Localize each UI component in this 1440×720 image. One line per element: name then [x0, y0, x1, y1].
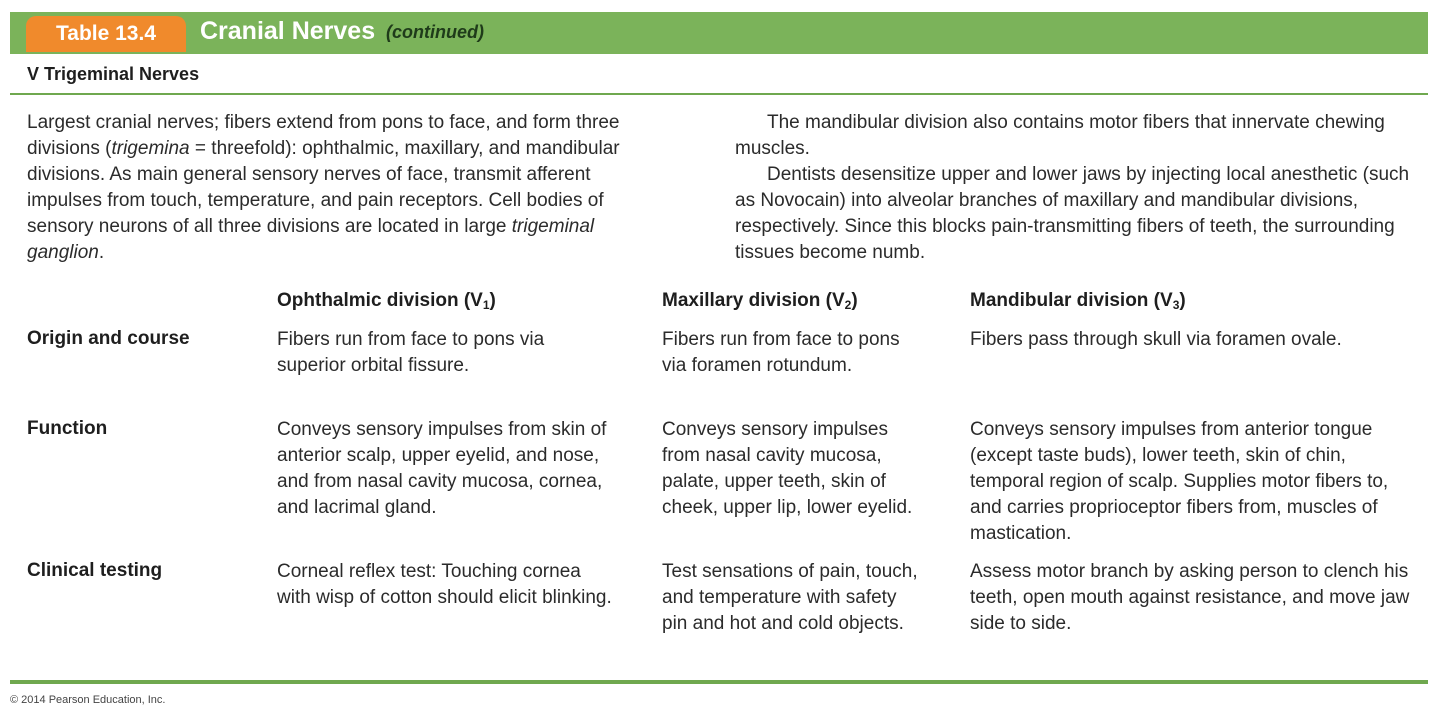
- table-title: Cranial Nerves: [200, 17, 376, 45]
- table-subtitle: (continued): [386, 22, 484, 42]
- table-cell: Fibers run from face to pons via superior orbital fissure.: [277, 329, 545, 376]
- copyright-notice: © 2014 Pearson Education, Inc.: [10, 694, 166, 706]
- table-cell: Conveys sensory impulses from anterior tongue (except taste buds), lower teeth, skin of chin, temporal region of scalp. Supplies motor fibers to, and carries proprioceptor fibers from, muscles of mastication.: [970, 419, 1389, 544]
- intro-right-paragraph-1: The mandibular division also contains motor fibers that innervate chewing muscles.: [735, 112, 1385, 159]
- table-cell: Conveys sensory impulses from nasal cavity mucosa, palate, upper teeth, skin of cheek, upper lip, lower eyelid.: [662, 419, 913, 518]
- section-divider: [10, 93, 1428, 95]
- table-cell: Fibers pass through skull via foramen ovale.: [970, 329, 1342, 350]
- bottom-divider: [10, 680, 1428, 684]
- intro-left-paragraph: Largest cranial nerves; fibers extend from pons to face, and form three divisions (trigemina = threefold): ophthalmic, maxillary, and mandibular divisions. As main general sensory nerves of face, transmit afferent impulses from touch, temperature, and pain receptors. Cell bodies of sensory neurons of all three divisions are located in large trigeminal ganglion.: [27, 112, 620, 263]
- intro-right: [735, 110, 1415, 266]
- table-cell: Conveys sensory impulses from skin of anterior scalp, upper eyelid, and nose, and from nasal cavity mucosa, cornea, and lacrimal gland.: [277, 419, 607, 518]
- table-cell: Assess motor branch by asking person to clench his teeth, open mouth against resistance, and move jaw side to side.: [970, 561, 1410, 634]
- row-label-clinical-testing: Clinical testing: [27, 560, 163, 581]
- table-cell: Test sensations of pain, touch, and temperature with safety pin and hot and cold objects.: [662, 561, 918, 634]
- row-label-function: Function: [27, 418, 108, 439]
- column-header-maxillary: Maxillary division $(V_2)$: [662, 290, 858, 312]
- intro-right-paragraph-2: Dentists desensitize upper and lower jaws by injecting local anesthetic (such as Novocain) into alveolar branches of maxillary and mandibular divisions, respectively. Since this blocks pain-transmitting fibers of teeth, the surrounding tissues become numb.: [735, 164, 1410, 263]
- table-cell: Fibers run from face to pons via foramen rotundum.: [662, 329, 900, 376]
- column-header-mandibular: Mandibular division $(V_3)$: [970, 290, 1186, 312]
- table-cell: Corneal reflex test: Touching cornea with wisp of cotton should elicit blinking.: [277, 561, 612, 608]
- table-number-tab: Table 13.4: [26, 16, 186, 52]
- row-label-origin: Origin and course: [27, 328, 190, 349]
- intro-left: [27, 110, 667, 266]
- column-header-ophthalmic: Ophthalmic division $(V_1)$: [277, 290, 496, 312]
- section-title: V Trigeminal Nerves: [27, 64, 200, 84]
